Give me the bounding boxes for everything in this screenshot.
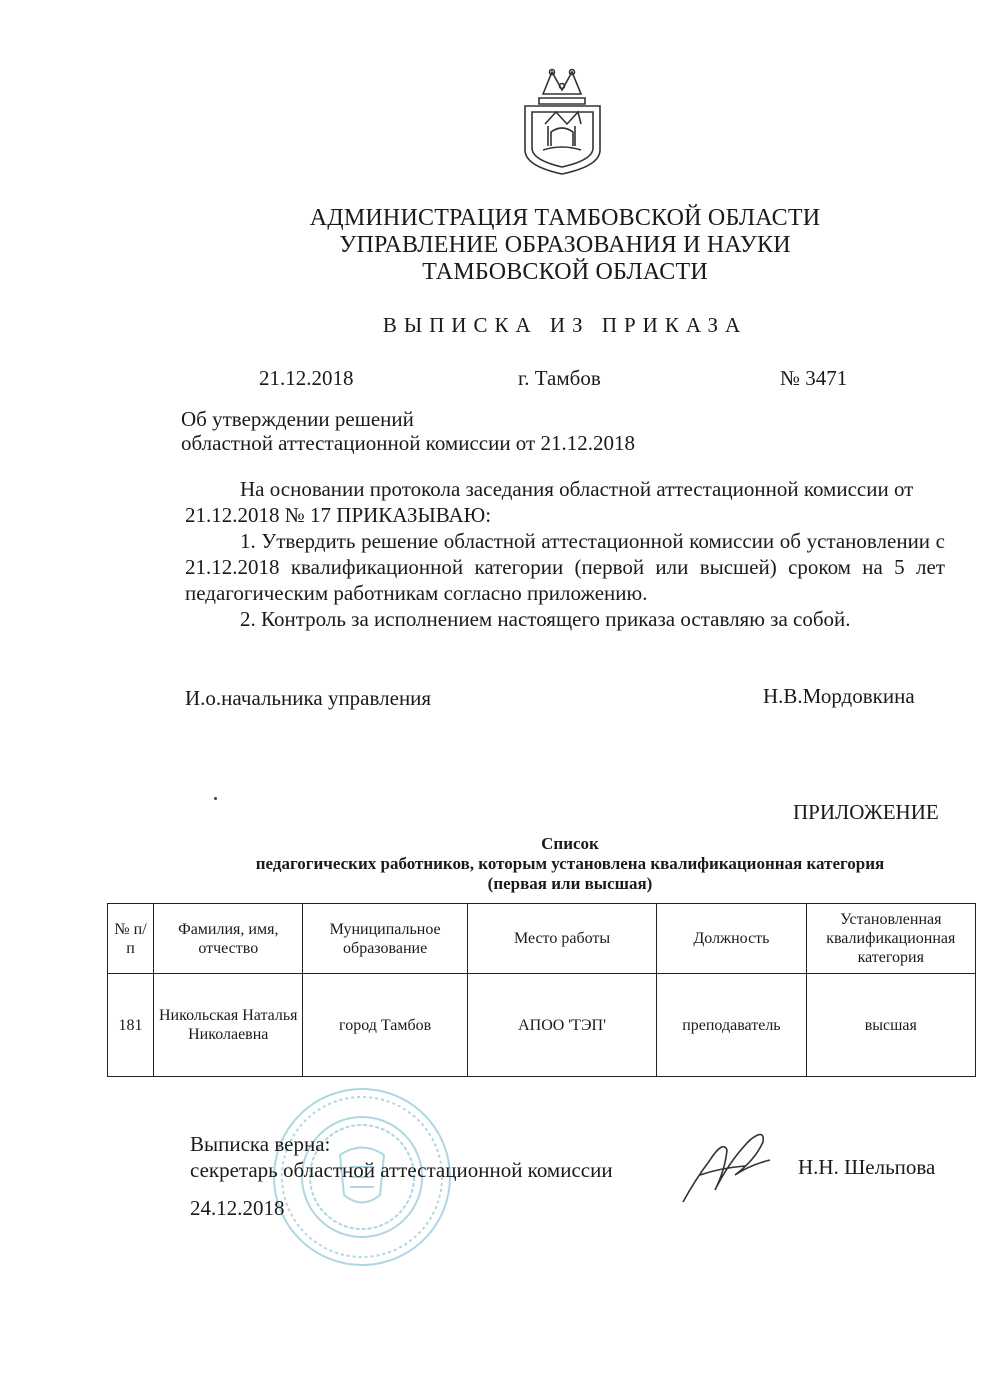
certifier-name: Н.Н. Шельпова xyxy=(798,1155,936,1179)
list-title-line3: (первая или высшая) xyxy=(487,874,653,893)
org-name-line1: АДМИНИСТРАЦИЯ ТАМБОВСКОЙ ОБЛАСТИ xyxy=(309,205,821,231)
cell-number: 181 xyxy=(108,974,154,1077)
table-header-row xyxy=(108,904,976,974)
cell-municipality: город Тамбов xyxy=(303,974,467,1077)
order-city: г. Тамбов xyxy=(518,366,601,390)
col-header-municipality: Муниципальное образование xyxy=(303,904,467,974)
intro-paragraph xyxy=(185,476,945,528)
order-number: № 3471 xyxy=(780,366,848,390)
staff-table xyxy=(107,903,976,1077)
cell-category: высшая xyxy=(806,974,975,1077)
col-header-position: Должность xyxy=(657,904,806,974)
item2-text: 2. Контроль за исполнением настоящего приказа оставляю за собой. xyxy=(240,607,851,631)
list-title-line2: педагогических работников, которым установлена квалификационная категория xyxy=(255,854,885,873)
certified-label: Выписка верна: xyxy=(190,1132,331,1156)
cell-workplace: АПОО 'ТЭП' xyxy=(467,974,656,1077)
signer-name: Н.В.Мордовкина xyxy=(763,684,915,708)
cell-position: преподаватель xyxy=(657,974,806,1077)
appendix-label: ПРИЛОЖЕНИЕ xyxy=(793,800,939,824)
list-title xyxy=(0,834,1000,894)
item1-paragraph xyxy=(185,528,945,606)
order-date: 21.12.2018 xyxy=(259,366,354,390)
speck xyxy=(214,797,217,800)
certifier-title: секретарь областной аттестационной комиссии xyxy=(190,1158,613,1182)
table-row xyxy=(108,974,976,1077)
signature-icon xyxy=(675,1120,780,1210)
document-title: ВЫПИСКА ИЗ ПРИКАЗА xyxy=(382,313,748,337)
signer-title: И.о.начальника управления xyxy=(185,686,432,710)
coat-of-arms-icon xyxy=(515,62,610,177)
subject-line1: Об утверждении решений xyxy=(181,407,414,431)
list-title-line1: Список xyxy=(541,834,599,853)
col-header-number: № п/п xyxy=(108,904,154,974)
intro-text: На основании протокола заседания областной аттестационной комиссии от 21.12.2018 № 17 ПРИКАЗЫВАЮ: xyxy=(185,477,914,527)
certification-date: 24.12.2018 xyxy=(190,1196,285,1220)
col-header-name: Фамилия, имя, отчество xyxy=(154,904,303,974)
item1-text: 1. Утвердить решение областной аттестационной комиссии об установлении с 21.12.2018 квалификационной категории (первой или высшей) сроком на 5 лет педагогическим работникам согласно приложению. xyxy=(185,529,945,605)
col-header-workplace: Место работы xyxy=(467,904,656,974)
org-name-line2: УПРАВЛЕНИЕ ОБРАЗОВАНИЯ И НАУКИ xyxy=(339,232,791,258)
org-name-line3: ТАМБОВСКОЙ ОБЛАСТИ xyxy=(422,259,708,285)
cell-name: Никольская Наталья Николаевна xyxy=(154,974,303,1077)
order-subject xyxy=(181,407,635,455)
col-header-category: Установленная квалификационная категория xyxy=(806,904,975,974)
subject-line2: областной аттестационной комиссии от 21.12.2018 xyxy=(181,431,635,455)
item2-paragraph xyxy=(185,606,945,632)
